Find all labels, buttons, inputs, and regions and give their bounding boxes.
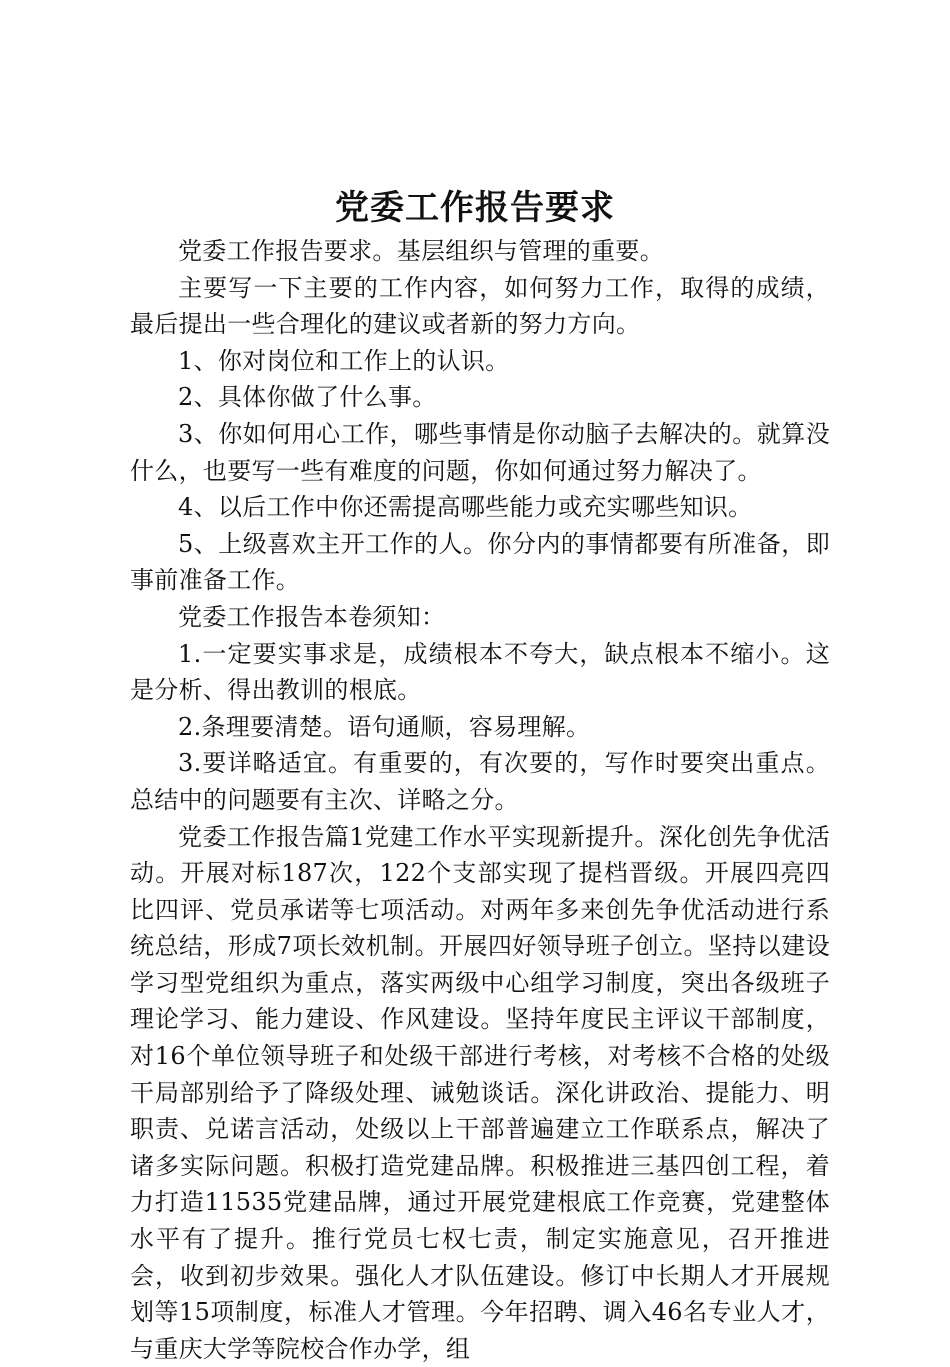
- list-item: 3、你如何用心工作，哪些事情是你动脑子去解决的。就算没什么，也要写一些有难度的问题，你如何通过努力解决了。: [130, 416, 830, 489]
- paragraph: 党委工作报告篇1党建工作水平实现新提升。深化创先争优活动。开展对标187次，122个支部实现了提档晋级。开展四亮四比四评、党员承诺等七项活动。对两年多来创先争优活动进行系统总结，形成7项长效机制。开展四好领导班子创立。坚持以建设学习型党组织为重点，落实两级中心组学习制度，突出各级班子理论学习、能力建设、作风建设。坚持年度民主评议干部制度，对16个单位领导班子和处级干部进行考核，对考核不合格的处级干局部别给予了降级处理、诫勉谈话。深化讲政治、提能力、明职责、兑诺言活动，处级以上干部普遍建立工作联系点，解决了诸多实际问题。积极打造党建品牌。积极推进三基四创工程，着力打造11535党建品牌，通过开展党建根底工作竞赛，党建整体水平有了提升。推行党员七权七责，制定实施意见，召开推进会，收到初步效果。强化人才队伍建设。修订中长期人才开展规划等15项制度，标准人才管理。今年招聘、调入46名专业人才，与重庆大学等院校合作办学，组: [130, 819, 830, 1367]
- list-item: 2、具体你做了什么事。: [130, 379, 830, 416]
- list-item: 1、你对岗位和工作上的认识。: [130, 343, 830, 380]
- list-item: 2.条理要清楚。语句通顺，容易理解。: [130, 709, 830, 746]
- list-item: 3.要详略适宜。有重要的，有次要的，写作时要突出重点。总结中的问题要有主次、详略之分。: [130, 745, 830, 818]
- list-item: 1.一定要实事求是，成绩根本不夸大，缺点根本不缩小。这是分析、得出教训的根底。: [130, 636, 830, 709]
- page-title: 党委工作报告要求: [0, 184, 950, 232]
- document-body: [130, 233, 830, 1367]
- paragraph: 主要写一下主要的工作内容，如何努力工作，取得的成绩，最后提出一些合理化的建议或者新的努力方向。: [130, 270, 830, 343]
- section-heading: 党委工作报告本卷须知：: [130, 599, 830, 636]
- list-item: 4、以后工作中你还需提高哪些能力或充实哪些知识。: [130, 489, 830, 526]
- list-item: 5、上级喜欢主开工作的人。你分内的事情都要有所准备，即事前准备工作。: [130, 526, 830, 599]
- paragraph: 党委工作报告要求。基层组织与管理的重要。: [130, 233, 830, 270]
